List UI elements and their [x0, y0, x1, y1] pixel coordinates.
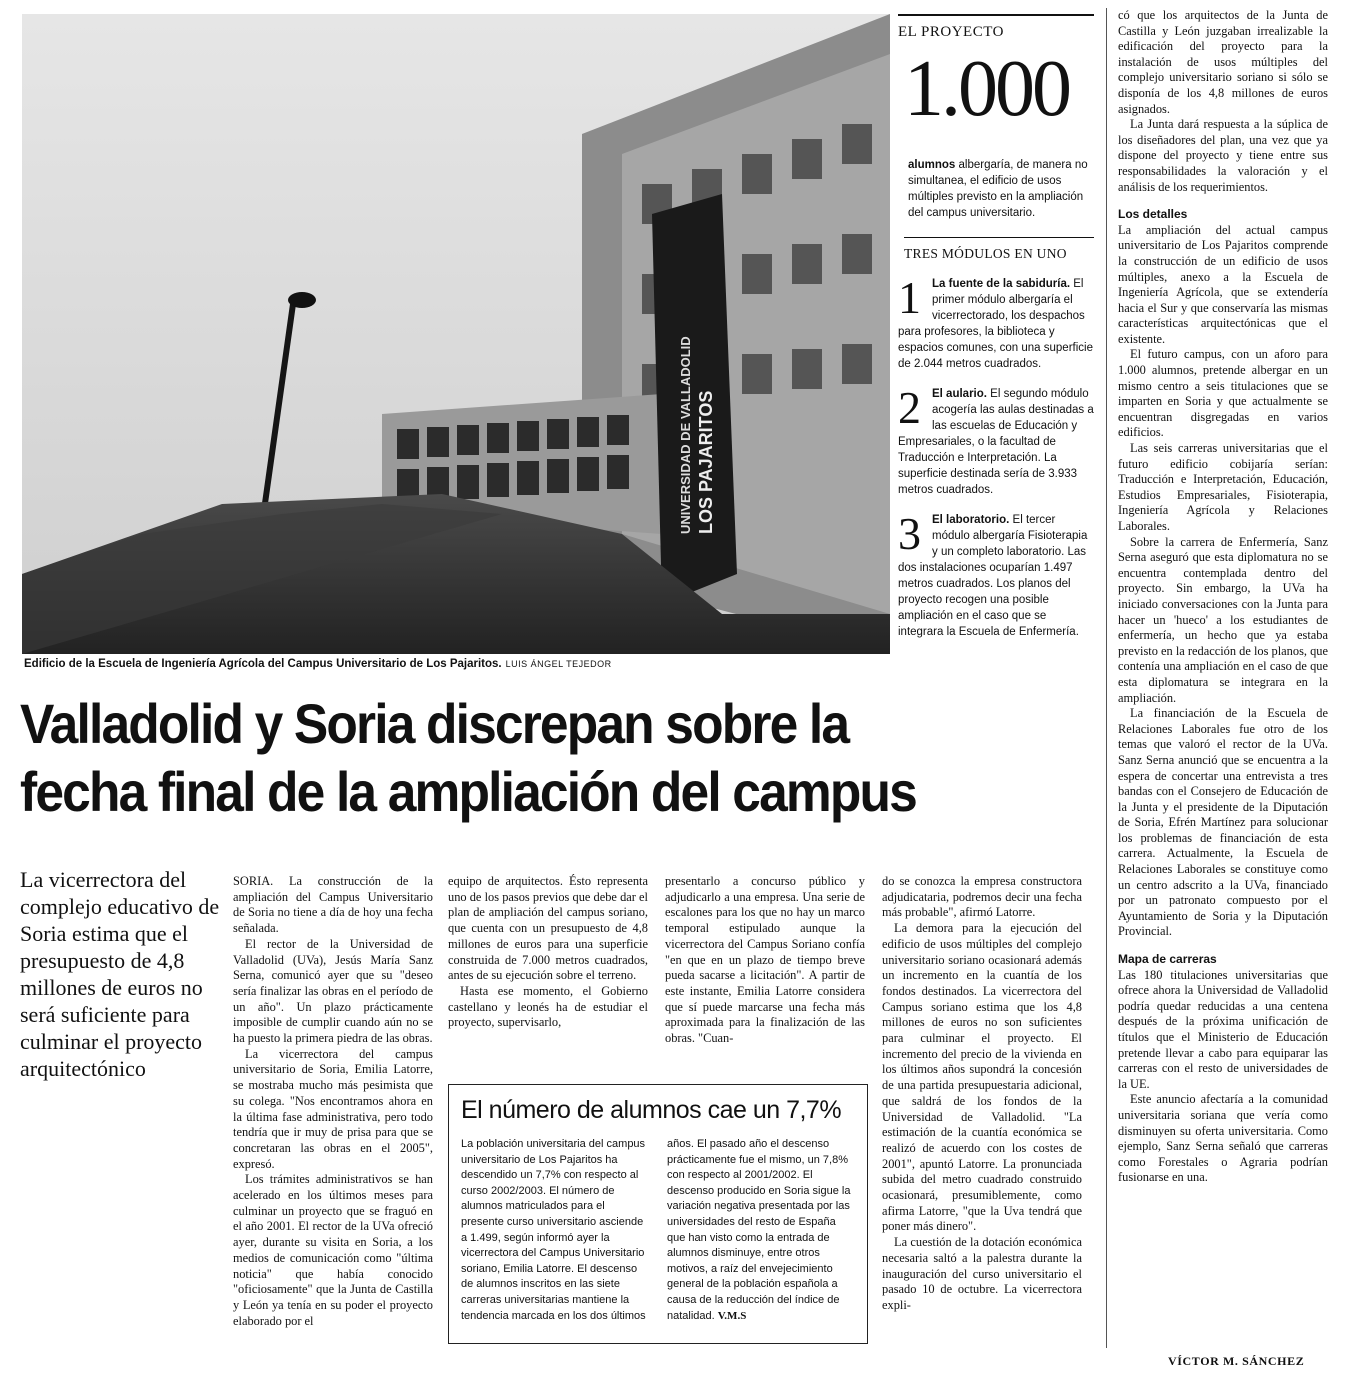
modules-title: TRES MÓDULOS EN UNO [904, 237, 1094, 262]
module-number: 2 [898, 382, 921, 433]
module-title: La fuente de la sabiduría. [932, 278, 1071, 290]
inset-body [461, 1137, 855, 1324]
body-paragraph: Hasta ese momento, el Gobierno castellano y leonés ha de estudiar el proyecto, supervisarlo, [448, 983, 648, 1030]
author-byline: VÍCTOR M. SÁNCHEZ [1168, 1354, 1305, 1368]
section-title-details: Los detalles [1118, 207, 1188, 222]
body-column-4 [882, 874, 1082, 1314]
photo-caption [24, 658, 894, 670]
module-text: El tercer módulo albergaría Fisioterapia y un completo laboratorio. Las dos instalaciones ocuparían 1.497 metros cuadrados. Los planos del proyecto recogen una posible ampliación en el caso que se integrara la Escuela de Enfermería. [898, 514, 1088, 638]
column-divider [1106, 8, 1107, 1348]
body-paragraph: La ampliación del actual campus universitario de Los Pajaritos comprende la construcción de un edificio de usos múltiples, anexo a la Escuela de Ingeniería Agrícola, que se extendería hacia el Sur y que conservaría las mismas características arquitectónicas que el existente. [1118, 222, 1328, 346]
sidebar-rule [898, 14, 1094, 16]
module-item [898, 508, 1094, 640]
sidebar-desc-text: albergaría, de manera no simultanea, el edificio de usos múltiples previsto en la ampliación del campus universitario. [908, 159, 1088, 219]
body-column-2 [448, 874, 648, 1031]
sidebar-big-number: 1.000 [904, 45, 1069, 133]
module-item [898, 272, 1094, 372]
body-paragraph: Sobre la carrera de Enfermería, Sanz Serna aseguró que esta diplomatura no se encuentra contemplada dentro del proyecto. Sin embargo, la UVa ha iniciado conversaciones con la Junta para hacer un 'hueco' a los estudiantes de enfermería, un hecho que ya estaba previsto en la redacción de los planos, que contenía una ampliación en el caso de que esta diplomatura se integrara en la ampliación. [1118, 534, 1328, 705]
module-text: El primer módulo albergaría el vicerrectorado, los despachos para profesores, la biblioteca y espacios comunes, con una superficie de 2.044 metros cuadrados. [898, 278, 1093, 370]
module-number: 1 [898, 272, 921, 323]
body-column-1 [233, 874, 433, 1329]
body-paragraph: Este anuncio afectaría a la comunidad universitaria soriana que vería como disminuyen su oferta universitaria. Como ejemplo, Sanz Serna señaló que carreras como Forestales o Agraria podrían fusionarse en una. [1118, 1092, 1328, 1185]
inset-box [448, 1084, 868, 1344]
body-column-3 [665, 874, 865, 1047]
body-paragraph: Las seis carreras universitarias que el futuro edificio cobijaría serían: Traducción e Interpretación, Educación, Estudios Empresariales, Fisioterapia, Ingeniería Agrícola y Relaciones Laborales. [1118, 441, 1328, 533]
body-paragraph: Los trámites administrativos se han acelerado en los últimos meses para culminar un proyecto que se fraguó en el año 2001. El rector de la UVa ofreció ayer, durante su visita en Soria, a los medios de comunicación como "última noticia" que había conocido "oficiosamente" que la Junta de Castilla y León ya tenía en su poder el proyecto elaborado por el [233, 1172, 433, 1328]
headline-line-2: fecha final de la ampliación del campus [20, 760, 916, 823]
deck-subtitle: La vicerrectora del complejo educativo de Soria estima que el presupuesto de 4,8 millones de euros no será suficiente para culminar el proyecto arquitectónico [20, 867, 220, 1081]
sidebar-description [908, 157, 1094, 221]
body-paragraph: La vicerrectora del campus universitario de Soria, Emilia Latorre, se mostraba mucho más pesimista que su colega. "Nos encontramos ahora en la última fase administrativa, pero todo tendría que ir muy de prisa para que se concretaran las obras en el 2005", expresó. [233, 1046, 433, 1171]
body-paragraph: La financiación de la Escuela de Relaciones Laborales fue otro de los temas que valoró el rector de la UVa. Sanz Serna anunció que se encuentra a la espera de concertar una entrevista a tres bandas con el Consejero de Educación de la Junta y el presidente de la Diputación de Soria, Efrén Martínez para solucionar los problemas de financiación de esta carrera. Actualmente, la Escuela de Relaciones Laborales se constituye como un centro adscrito a la UVa, financiado por un patronato compuesto por el Ayuntamiento de Soria y la Diputación Provincial. [1118, 706, 1328, 939]
headline-line-1: Valladolid y Soria discrepan sobre la [20, 692, 849, 755]
body-paragraph: Las 180 titulaciones universitarias que ofrece ahora la Universidad de Valladolid podría quedar reducidas a una centena después de la próxima unificación de títulos que el Ministerio de Educación pretende llevar a cabo para equiparar las carreras con el resto de universidades de la UE. [1118, 967, 1328, 1091]
body-paragraph: El rector de la Universidad de Valladolid (UVa), Jesús María Sanz Serna, comunicó ayer que su "deseo sería finalizar las obras en el período de un año". Un plazo prácticamente imposible de cumplir cuando aún no se ha puesto la primera piedra de las obras. [233, 936, 433, 1046]
sidebar-desc-bold: alumnos [908, 159, 956, 171]
module-item [898, 382, 1094, 498]
body-paragraph: presentarlo a concurso público y adjudicarlo a una empresa. Una serie de escalones para los que no hay un marco temporal estipulado aunque la vicerrectora del Campus Soriano confía "en que en un plazo de tiempo breve pueda sacarse a licitación". A partir de este instante, Emilia Latorre considera que sí puede marcarse una fecha más aproximada para la finalización de las obras. "Cuan- [665, 874, 865, 1046]
module-title: El aulario. [932, 388, 987, 400]
module-title: El laboratorio. [932, 514, 1010, 526]
body-paragraph: El futuro campus, con un aforo para 1.000 alumnos, pretende albergar en un mismo centro a seis titulaciones que se imparten en Soria y que actualmente se encuentran disgregadas en varios edificios. [1118, 347, 1328, 440]
inset-signature: V.M.S [717, 1309, 747, 1322]
body-paragraph: do se conozca la empresa constructora adjudicataria, podremos decir una fecha más probable", afirmó Latorre. [882, 874, 1082, 920]
body-paragraph: La demora para la ejecución del edificio de usos múltiples del complejo universitario soriano ocasionará además un incremento en la cuantía de los fondos destinados. La vicerrectora del Campus soriano estima que los 4,8 millones de euros no son suficientes para culminar el proyecto. El incremento del precio de la vivienda en los últimos años supondrá la concesión de una partida presupuestaria adicional, que saldrá de los fondos de la Universidad de Valladolid. "La estimación de la cuantía económica se realizó de acuerdo con los costes de 2001", apuntó Latorre. La pronunciada subida del metro cuadrado construido ocasionará, presumiblemente, como afirma Latorre, "que la Uva tendrá que poner más dinero". [882, 921, 1082, 1234]
photo-caption-text: Edificio de la Escuela de Ingeniería Agrícola del Campus Universitario de Los Pajaritos. [24, 658, 502, 670]
body-paragraph: có que los arquitectos de la Junta de Castilla y León juzgaban irrealizable la edificación del proyecto para la instalación de usos múltiples del complejo universitario soriano si sólo se disponía de los 4,8 millones de euros asignados. [1118, 8, 1328, 116]
body-paragraph: La Junta dará respuesta a la súplica de los diseñadores del plan, una vez que ya dispone del proyecto y tiene entre sus responsabilidades la valoración y el análisis de los requerimientos. [1118, 117, 1328, 194]
body-paragraph: La cuestión de la dotación económica necesaria saltó a la palestra durante la inauguración del curso universitario el pasado 10 de octubre. La vicerrectora expli- [882, 1235, 1082, 1312]
module-text: El segundo módulo acogería las aulas destinadas a las escuelas de Educación y Empresariales, o la facultad de Traducción e Interpretación. La superficie destinada sería de 3.933 metros cuadrados. [898, 388, 1094, 496]
inset-title: El número de alumnos cae un 7,7% [461, 1096, 842, 1124]
sign-text-university: UNIVERSIDAD DE VALLADOLID [678, 336, 693, 534]
section-title-careers-map: Mapa de carreras [1118, 952, 1217, 967]
project-sidebar [898, 14, 1094, 640]
building-photo [22, 14, 890, 654]
inset-text: La población universitaria del campus universitario de Los Pajaritos ha descendido un 7,7% con respecto al curso 2002/2003. El número de alumnos matriculados para el presente curso universitario asciende a 1.499, según informó ayer la vicerrectora del Campus Universitario soriano, Emilia Latorre. El descenso de alumnos inscritos en las siete carreras universitarias mantiene la tendencia marcada en los dos últimos años. El pasado año el descenso prácticamente fue el mismo, un 7,8% con respecto al 2001/2002. El descenso producido en Soria sigue la variación negativa presentada por las universidades del resto de España que han visto como la entrada de alumnos disminuye, entre otros motivos, a raíz del envejecimiento general de la población española a causa de la reducción del índice de natalidad. [461, 1138, 851, 1322]
body-paragraph: SORIA. La construcción de la ampliación del Campus Universitario de Soria no tiene a día de hoy una fecha señalada. [233, 874, 433, 936]
headline [20, 690, 1004, 826]
photo-illustration [22, 14, 890, 654]
body-paragraph: equipo de arquitectos. Ésto representa uno de los pasos previos que debe dar el plan de ampliación del campus soriano, que cuenta con un presupuesto de 4,8 millones de euros para una superficie construida de 7.000 metros cuadrados, antes de su ejecución sobre el terreno. [448, 874, 648, 983]
right-column [1118, 8, 1328, 1186]
sidebar-label: EL PROYECTO [898, 24, 1004, 40]
photo-credit: LUIS ÁNGEL TEJEDOR [505, 659, 612, 669]
sign-text-campus: LOS PAJARITOS [696, 390, 716, 534]
module-number: 3 [898, 508, 921, 559]
